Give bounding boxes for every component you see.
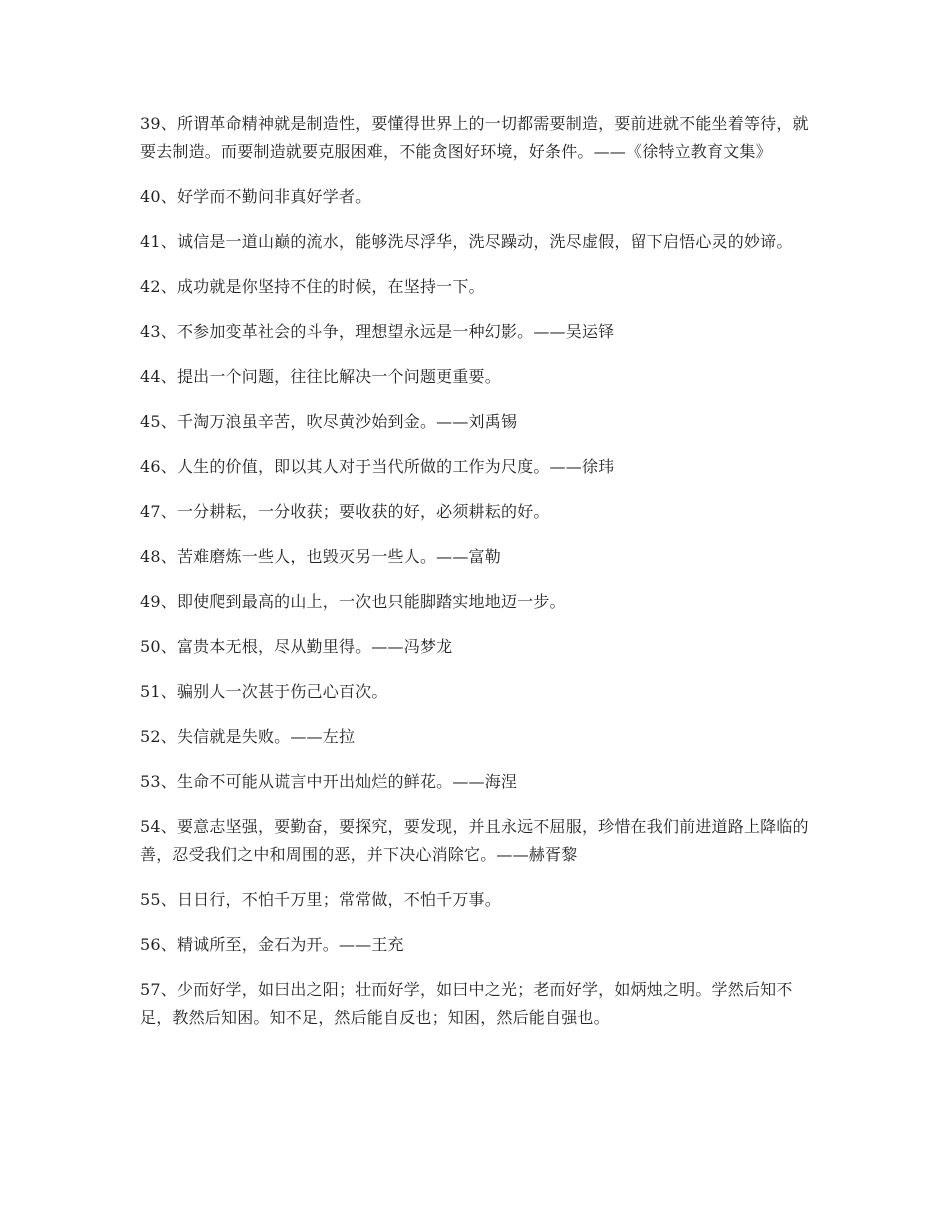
quote-40: 40、好学而不勤问非真好学者。 xyxy=(140,187,372,206)
quote-56: 56、精诚所至，金石为开。——王充 xyxy=(140,935,404,954)
quote-55: 55、日日行，不怕千万里；常常做，不怕千万事。 xyxy=(140,890,501,909)
quote-53: 53、生命不可能从谎言中开出灿烂的鲜花。——海涅 xyxy=(140,772,518,791)
quote-52: 52、失信就是失败。——左拉 xyxy=(140,727,356,746)
quote-45: 45、千淘万浪虽辛苦，吹尽黄沙始到金。——刘禹锡 xyxy=(140,412,518,431)
quote-51: 51、骗别人一次甚于伤己心百次。 xyxy=(140,682,388,701)
quote-44: 44、提出一个问题，往往比解决一个问题更重要。 xyxy=(140,367,501,386)
quote-46: 46、人生的价值，即以其人对于当代所做的工作为尺度。——徐玮 xyxy=(140,457,615,476)
quote-49: 49、即使爬到最高的山上，一次也只能脚踏实地地迈一步。 xyxy=(140,592,566,611)
quote-48: 48、苦难磨炼一些人，也毁灭另一些人。——富勒 xyxy=(140,547,501,566)
quote-41: 41、诚信是一道山巅的流水，能够洗尽浮华，洗尽躁动，洗尽虚假，留下启悟心灵的妙谛。 xyxy=(140,232,793,251)
quote-57: 57、少而好学，如曰出之阳；壮而好学，如曰中之光；老而好学，如炳烛之明。学然后知不足，教然后知困。知不足，然后能自反也；知困，然后能自强也。 xyxy=(140,980,793,1027)
quote-43: 43、不参加变革社会的斗争，理想望永远是一种幻影。——吴运铎 xyxy=(140,322,615,341)
quote-list xyxy=(140,110,812,1049)
quote-54: 54、要意志坚强，要勤奋，要探究，要发现，并且永远不屈服，珍惜在我们前进道路上降临的善，忍受我们之中和周围的恶，并下决心消除它。——赫胥黎 xyxy=(140,817,809,864)
quote-47: 47、一分耕耘，一分收获；要收获的好，必须耕耘的好。 xyxy=(140,502,550,521)
quote-39: 39、所谓革命精神就是制造性，要懂得世界上的一切都需要制造，要前进就不能坐着等待，就要去制造。而要制造就要克服困难，不能贪图好环境，好条件。——《徐特立教育文集》 xyxy=(140,114,809,161)
quote-50: 50、富贵本无根，尽从勤里得。——冯梦龙 xyxy=(140,637,453,656)
quote-42: 42、成功就是你坚持不住的时候，在坚持一下。 xyxy=(140,277,485,296)
